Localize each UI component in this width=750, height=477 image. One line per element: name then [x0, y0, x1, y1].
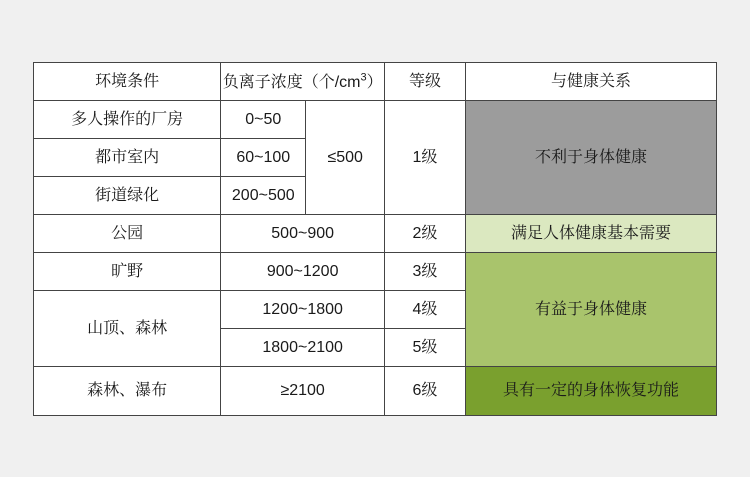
cell-concentration-detail: 200~500: [221, 177, 306, 215]
cell-level: 2级: [385, 215, 466, 253]
cell-environment: 多人操作的厂房: [34, 101, 221, 139]
header-concentration-superscript: 3: [360, 71, 367, 84]
cell-concentration-detail: 1200~1800: [221, 291, 385, 329]
cell-environment: 森林、瀑布: [34, 367, 221, 416]
negative-ion-table: [33, 62, 717, 416]
cell-level: 6级: [385, 367, 466, 416]
cell-environment: 旷野: [34, 253, 221, 291]
cell-health: 具有一定的身体恢复功能: [465, 367, 716, 416]
table-row: [34, 215, 717, 253]
header-concentration: [221, 63, 385, 101]
header-concentration-text: 负离子浓度（个/cm: [222, 73, 361, 91]
table-row: [34, 101, 717, 139]
negative-ion-table-container: [33, 62, 717, 416]
header-level: 等级: [385, 63, 466, 101]
header-concentration-tail: ）: [366, 73, 383, 91]
cell-concentration-detail: ≥2100: [221, 367, 385, 416]
cell-environment: 街道绿化: [34, 177, 221, 215]
table-row: [34, 253, 717, 291]
cell-health: 满足人体健康基本需要: [465, 215, 716, 253]
table-row: [34, 367, 717, 416]
cell-level: 4级: [385, 291, 466, 329]
cell-level: 3级: [385, 253, 466, 291]
cell-concentration-detail: 60~100: [221, 139, 306, 177]
cell-level: 1级: [385, 101, 466, 215]
cell-health: 有益于身体健康: [465, 253, 716, 367]
cell-environment: 公园: [34, 215, 221, 253]
header-environment: 环境条件: [34, 63, 221, 101]
cell-concentration-detail: 1800~2100: [221, 329, 385, 367]
cell-concentration-detail: 500~900: [221, 215, 385, 253]
cell-environment: 山顶、森林: [34, 291, 221, 367]
cell-concentration-detail: 900~1200: [221, 253, 385, 291]
cell-concentration-detail: 0~50: [221, 101, 306, 139]
cell-health: 不利于身体健康: [465, 101, 716, 215]
cell-environment: 都市室内: [34, 139, 221, 177]
cell-level: 5级: [385, 329, 466, 367]
cell-concentration-group: ≤500: [306, 101, 385, 215]
table-header-row: [34, 63, 717, 101]
header-health: 与健康关系: [465, 63, 716, 101]
